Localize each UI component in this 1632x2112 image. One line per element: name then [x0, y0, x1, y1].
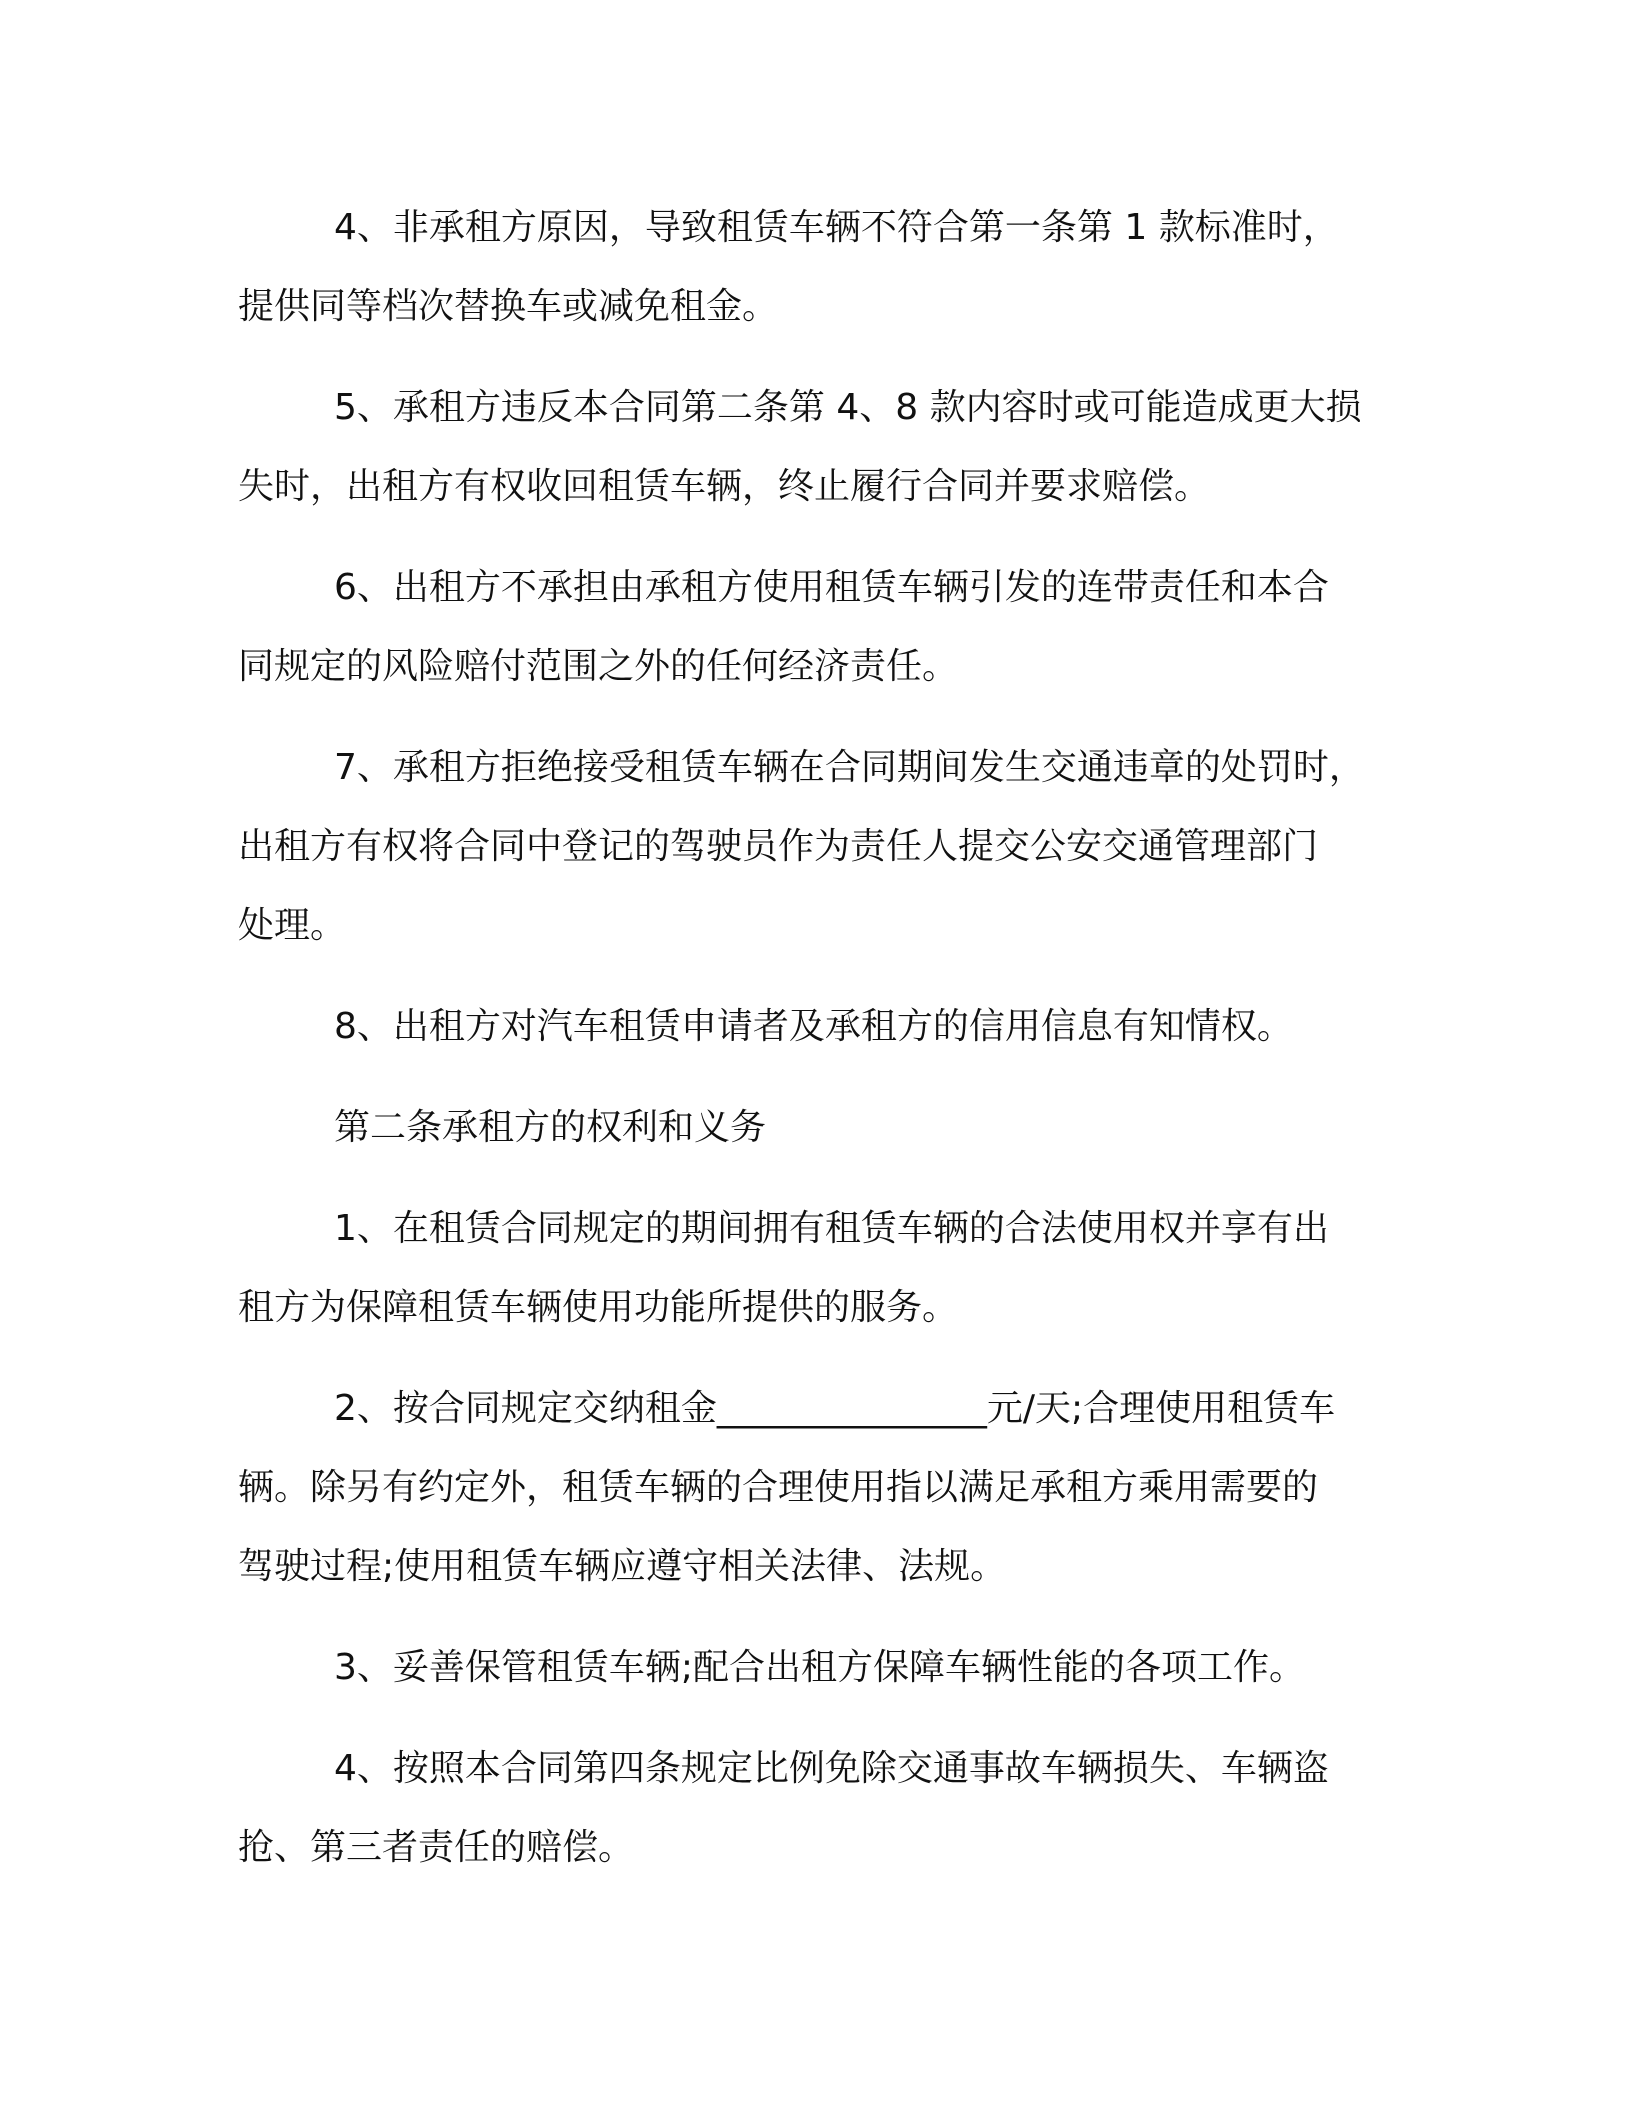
text-line: 驾驶过程;使用租赁车辆应遵守相关法律、法规。: [238, 1546, 1007, 1587]
clause-2-item-1: [238, 1189, 1398, 1347]
clause-1-item-7: [238, 728, 1398, 965]
clause-1-item-4: [238, 188, 1398, 346]
clause-2-item-2: [238, 1369, 1398, 1606]
text-line: 3、妥善保管租赁车辆;配合出租方保障车辆性能的各项工作。: [334, 1647, 1306, 1688]
clause-1-item-5: [238, 368, 1398, 526]
section-title: 第二条承租方的权利和义务: [334, 1107, 767, 1148]
text-line: 同规定的风险赔付范围之外的任何经济责任。: [238, 646, 959, 687]
document-body: [238, 188, 1398, 1909]
text-line: 租方为保障租赁车辆使用功能所提供的服务。: [238, 1287, 959, 1328]
text-line: 处理。: [238, 905, 347, 946]
clause-1-item-8: [238, 987, 1398, 1066]
clause-2-item-4: [238, 1729, 1398, 1887]
text-line: 8、出租方对汽车租赁申请者及承租方的信用信息有知情权。: [334, 1006, 1293, 1047]
clause-1-item-6: [238, 548, 1398, 706]
text-line: 辆。除另有约定外，租赁车辆的合理使用指以满足承租方乘用需要的: [238, 1467, 1319, 1508]
text-line: 抢、第三者责任的赔偿。: [238, 1827, 635, 1868]
text-line: 7、承租方拒绝接受租赁车辆在合同期间发生交通违章的处罚时，: [334, 747, 1365, 788]
text-line: 4、按照本合同第四条规定比例免除交通事故车辆损失、车辆盗: [334, 1748, 1329, 1789]
clause-2-item-3: [238, 1628, 1398, 1707]
text-line: 2、按合同规定交纳租金_______________元/天;合理使用租赁车: [334, 1388, 1336, 1429]
text-line: 6、出租方不承担由承租方使用租赁车辆引发的连带责任和本合: [334, 567, 1329, 608]
section-heading: [238, 1088, 1398, 1167]
text-line: 失时，出租方有权收回租赁车辆，终止履行合同并要求赔偿。: [238, 466, 1211, 507]
text-line: 1、在租赁合同规定的期间拥有租赁车辆的合法使用权并享有出: [334, 1208, 1329, 1249]
text-line: 5、承租方违反本合同第二条第 4、8 款内容时或可能造成更大损: [334, 387, 1362, 428]
text-line: 出租方有权将合同中登记的驾驶员作为责任人提交公安交通管理部门: [238, 826, 1319, 867]
text-line: 提供同等档次替换车或减免租金。: [238, 286, 779, 327]
text-line: 4、非承租方原因，导致租赁车辆不符合第一条第 1 款标准时，: [334, 207, 1339, 248]
